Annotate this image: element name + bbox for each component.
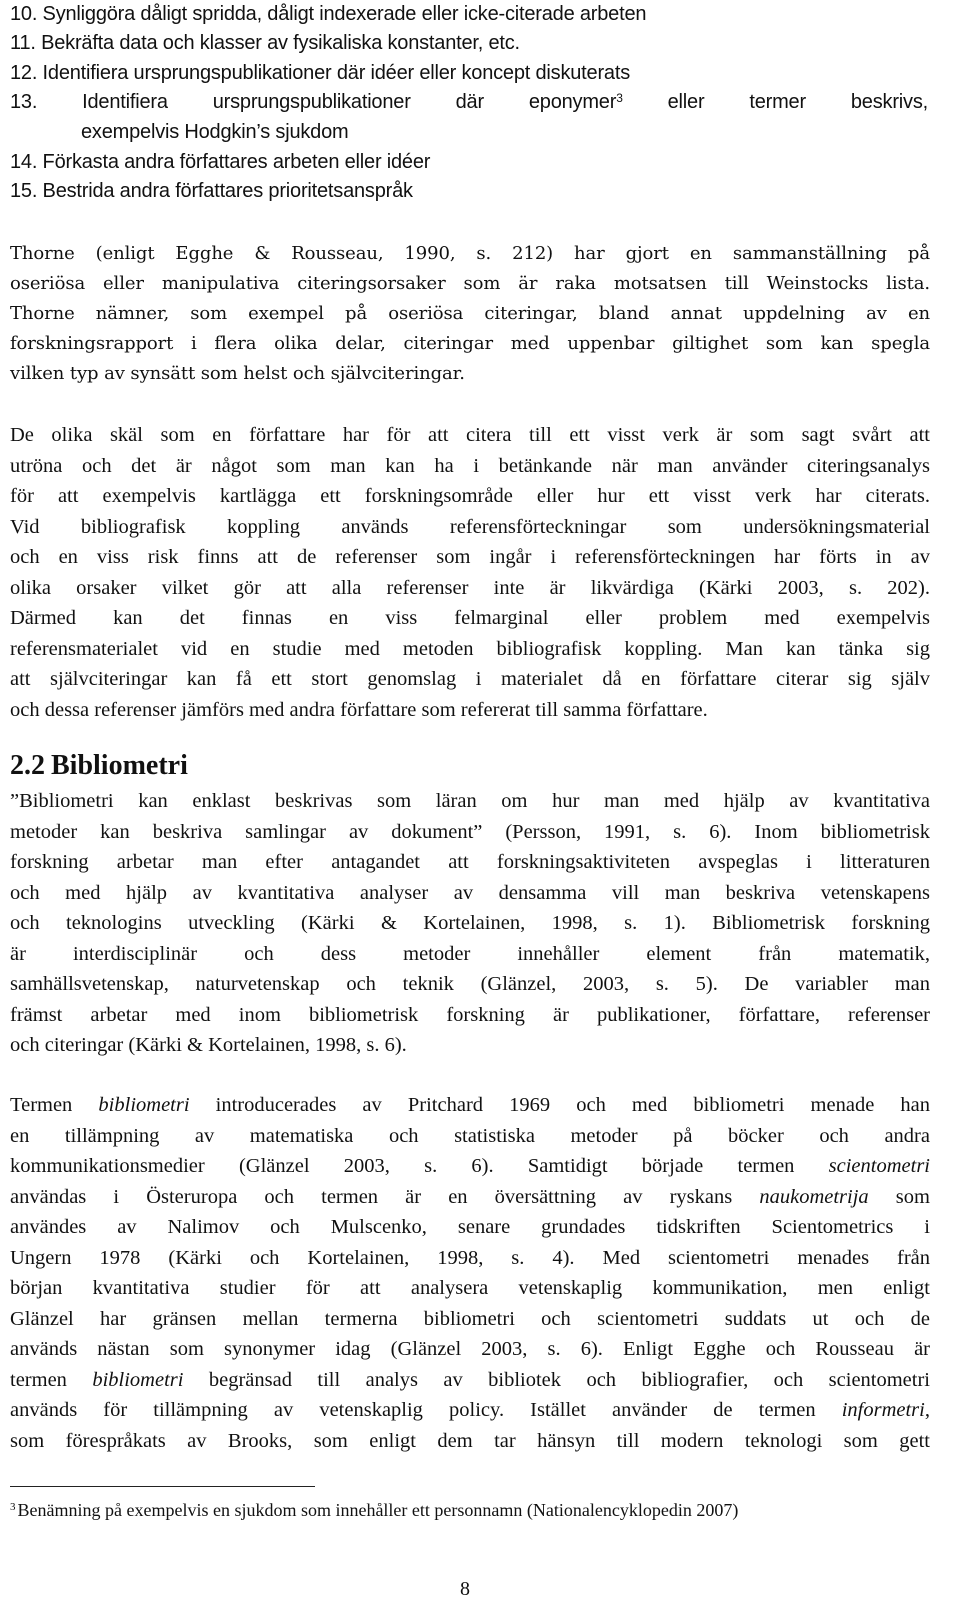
text-line: Därmed kan det finnas en viss felmarginal eller problem med exempelvis xyxy=(10,607,930,629)
emphasis-term: naukometrija xyxy=(759,1185,869,1208)
text-line: olika orsaker vilket gör att alla referenser inte är likvärdiga (Kärki 2003, s. 202). xyxy=(10,576,930,599)
text-line: Ungern 1978 (Kärki och Kortelainen, 1998, s. 4). Med scientometri menades från xyxy=(10,1246,930,1269)
text-line: är interdisciplinär och dess metoder innehåller element från matematik, xyxy=(10,942,930,965)
section-heading xyxy=(10,748,188,784)
text-line: och en viss risk finns att de referenser som ingår i referensförteckningen har förts in av xyxy=(10,546,930,568)
text-line xyxy=(10,1365,930,1396)
text-run: som xyxy=(868,1185,930,1208)
emphasis-term: bibliometri xyxy=(92,1368,184,1391)
list-item-12: 12. Identifiera ursprungspublikationer där idéer eller koncept diskuterats xyxy=(10,62,631,84)
text-line: Glänzel har gränsen mellan termerna bibliometri och scientometri suddats ut och de xyxy=(10,1307,930,1330)
text-run: begränsad till analys av bibliotek och bibliografier, och scientometri xyxy=(183,1368,930,1391)
section-number: 2.2 xyxy=(10,750,45,781)
text-line: och citeringar (Kärki & Kortelainen, 1998, s. 6). xyxy=(10,1034,407,1056)
text-run: termen xyxy=(10,1368,93,1391)
text-line xyxy=(10,1395,930,1426)
list-item-11: 11. Bekräfta data och klasser av fysikaliska konstanter, etc. xyxy=(10,32,520,54)
text-line: oseriösa eller manipulativa citeringsorsaker som är raka motsatsen till Weinstocks lista. xyxy=(10,273,930,294)
text-line: att självciteringar kan få ett stort genomslag i materialet då en författare citerar sig själv xyxy=(10,668,930,690)
text-run: användas i Österuropa och termen är en översättning av ryskans xyxy=(10,1185,760,1208)
text-run: kommunikationsmedier (Glänzel 2003, s. 6). Samtidigt började termen xyxy=(10,1155,829,1177)
section-title: Bibliometri xyxy=(51,750,188,781)
list-item-13-text-cont: eller termer beskrivs, xyxy=(622,91,928,113)
footnote-text: Benämning på exempelvis en sjukdom som innehåller ett personnamn (Nationalencyklopedin 2007) xyxy=(17,1500,739,1520)
footnote-separator xyxy=(10,1486,315,1487)
list-item-13-text: 13. Identifiera ursprungspublikationer där eponymer xyxy=(10,91,617,113)
text-line: och teknologins utveckling (Kärki & Kortelainen, 1998, s. 1). Bibliometrisk forskning xyxy=(10,912,930,934)
text-line: används nästan som synonymer idag (Glänzel 2003, s. 6). Enligt Egghe och Rousseau är xyxy=(10,1338,930,1360)
text-line: samhällsvetenskap, naturvetenskap och teknik (Glänzel, 2003, s. 5). De variabler man xyxy=(10,973,930,995)
text-line xyxy=(10,1090,930,1121)
text-line: vilken typ av synsätt som helst och självciteringar. xyxy=(10,363,465,384)
footnote xyxy=(10,1497,738,1523)
footnote-reference: 3 xyxy=(616,91,623,105)
text-line: referensmaterialet vid en studie med metoden bibliografisk koppling. Man kan tänka sig xyxy=(10,637,930,660)
text-line: utröna och det är något som man kan ha i betänkande när man använder citeringsanalys xyxy=(10,454,930,477)
page-number: 8 xyxy=(460,1578,470,1600)
paragraph-bibliometri-definition xyxy=(10,786,930,1061)
text-line: för att exempelvis kartlägga ett forskningsområde eller hur ett visst verk har citerats. xyxy=(10,485,930,507)
paragraph-thorne xyxy=(10,239,930,389)
text-line: och dessa referenser jämförs med andra författare som refererat till samma författare. xyxy=(10,698,708,721)
text-run: introducerades av Pritchard 1969 och med bibliometri menade han xyxy=(189,1094,930,1116)
paragraph-citation-reasons xyxy=(10,420,930,725)
text-line: och med hjälp av kvantitativa analyser av densamma vill man beskriva vetenskapens xyxy=(10,881,930,904)
text-line: användes av Nalimov och Mulscenko, senare grundades tidskriften Scientometrics i xyxy=(10,1216,930,1238)
text-line: början kvantitativa studier för att analysera vetenskaplig kommunikation, men enligt xyxy=(10,1277,930,1299)
text-line: Vid bibliografisk koppling används referensförteckningar som undersökningsmaterial xyxy=(10,515,930,538)
text-run: används för tillämpning av vetenskaplig policy. Istället använder de termen xyxy=(10,1399,842,1421)
text-line: Thorne nämner, som exempel på oseriösa citeringar, bland annat uppdelning av en xyxy=(10,303,930,324)
text-line: De olika skäl som en författare har för att citera till ett visst verk är som sagt svårt att xyxy=(10,424,930,446)
text-line xyxy=(10,1151,930,1182)
text-line: forskning arbetar man efter antagandet att forskningsaktiviteten avspeglas i litteraturen xyxy=(10,851,930,873)
list-item-13-continuation: exempelvis Hodgkin’s sjukdom xyxy=(81,121,349,143)
text-line: en tillämpning av matematiska och statistiska metoder på böcker och andra xyxy=(10,1124,930,1147)
text-line: Thorne (enligt Egghe & Rousseau, 1990, s. 212) har gjort en sammanställning på xyxy=(10,243,930,264)
emphasis-term: informetri xyxy=(841,1399,925,1421)
text-line: som förespråkats av Brooks, som enligt dem tar hänsyn till modern teknologi som gett xyxy=(10,1429,930,1452)
list-item-15: 15. Bestrida andra författares prioritetsanspråk xyxy=(10,180,413,202)
text-line: metoder kan beskriva samlingar av dokument” (Persson, 1991, s. 6). Inom bibliometrisk xyxy=(10,820,930,843)
list-item-14: 14. Förkasta andra författares arbeten eller idéer xyxy=(10,151,431,173)
paragraph-term-history xyxy=(10,1090,930,1456)
emphasis-term: scientometri xyxy=(828,1155,930,1177)
footnote-mark: 3 xyxy=(10,1501,16,1513)
text-line: främst arbetar med inom bibliometrisk forskning är publikationer, författare, referenser xyxy=(10,1003,930,1026)
text-line: forskningsrapport i flera olika delar, citeringar med uppenbar giltighet som kan spegla xyxy=(10,333,930,354)
list-item-13 xyxy=(10,88,928,116)
emphasis-term: bibliometri xyxy=(98,1094,190,1116)
text-line: ”Bibliometri kan enklast beskrivas som läran om hur man med hjälp av kvantitativa xyxy=(10,790,930,812)
list-item-10: 10. Synliggöra dåligt spridda, dåligt indexerade eller icke-citerade arbeten xyxy=(10,3,647,25)
text-run: , xyxy=(924,1399,930,1421)
text-run: Termen xyxy=(10,1094,99,1116)
text-line xyxy=(10,1182,930,1213)
